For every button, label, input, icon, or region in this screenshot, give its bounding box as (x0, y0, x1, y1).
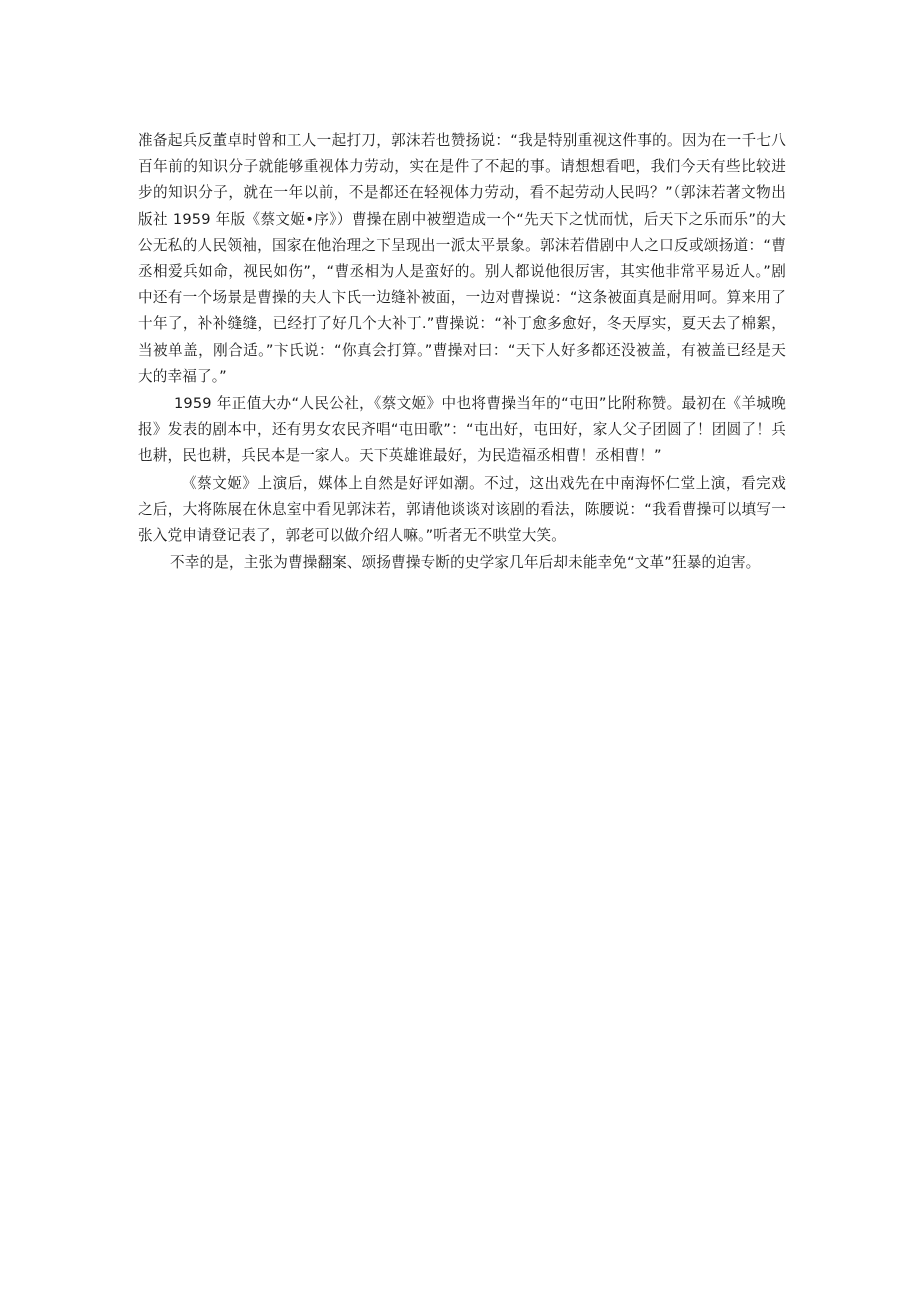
paragraph-4: 不幸的是，主张为曹操翻案、颂扬曹操专断的史学家几年后却未能幸免“文革”狂暴的迫害。 (170, 554, 761, 572)
paragraph-1: 准备起兵反董卓时曾和工人一起打刀，郭沫若也赞扬说：“我是特别重视这件事的。因为在一千七八百年前的知识分子就能够重视体力劳动，实在是件了不起的事。请想想看吧，我们今天有些比较进步的知识分子，就在一年以前，不是都还在轻视体力劳动，看不起劳动人民吗？”（郭沫若著文物出版社 1959 年版《蔡文姬•序》）曹操在剧中被塑造成一个“先天下之忧而忧，后天下之乐而乐”的大公无私的人民领袖，国家在他治理之下呈现出一派太平景象。郭沫若借剧中人之口反或颂扬道：“曹丞相爱兵如命，视民如伤”，“曹丞相为人是蛮好的。别人都说他很厉害，其实他非常平易近人。”剧中还有一个场景是曹操的夫人卞氏一边缝补被面，一边对曹操说：“这条被面真是耐用呵。算来用了十年了，补补缝缝，已经打了好几个大补丁.”曹操说：“补丁愈多愈好，冬天厚实，夏天去了棉絮，当被单盖，刚合适。”卞氏说：“你真会打算。”曹操对曰：“天下人好多都还没被盖，有被盖已经是天大的幸福了。” (138, 132, 786, 385)
paragraph-3: 《蔡文姬》上演后，媒体上自然是好评如潮。不过，这出戏先在中南海怀仁堂上演，看完戏之后，大将陈展在休息室中看见郭沫若，郭请他谈谈对该剧的看法，陈腰说：“我看曹操可以填写一张入党申请登记表了，郭老可以做介绍人嘛。”听者无不哄堂大笑。 (138, 474, 786, 545)
article-body (138, 128, 786, 576)
paragraph-2: 1959 年正值大办“人民公社，《蔡文姬》中也将曹操当年的“屯田”比附称赞。最初在《羊城晚报》发表的剧本中，还有男女农民齐唱“屯田歌”：“屯出好，屯田好，家人父子团圆了！团圆了！兵也耕，民也耕，兵民本是一家人。天下英雄谁最好，为民造福丞相曹！丞相曹！” (138, 395, 786, 465)
